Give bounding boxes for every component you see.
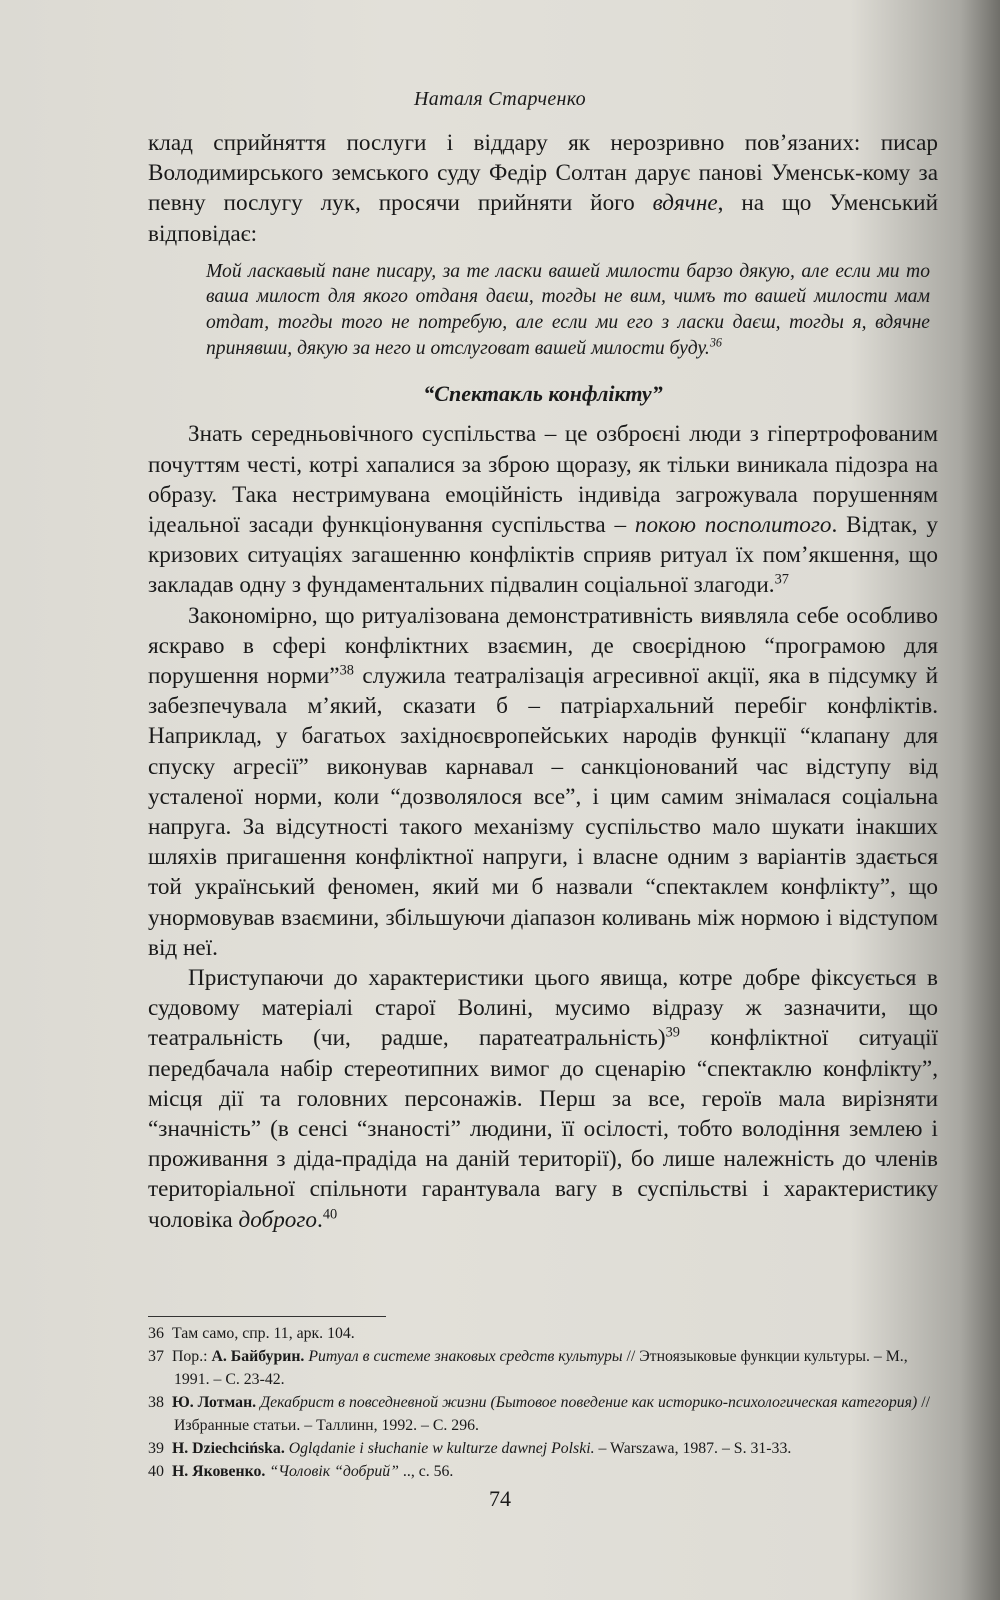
- paragraph-3: Закономірно, що ритуалізована демонстративність виявляла себе особливо яскраво в сфері конфліктних взаємин, де своєрідною “програмою для порушення норми”$^{38}$ служила театралізація агресивної акції, яка в підсумку й забезпечувала м’який, сказати б – патріархальний перебіг конфліктів. Наприклад, у багатьох західноєвропейських народів функції “клапану для спуску агресії” виконував карнавал – санкціонований час відступу від усталеної норми, коли “дозволялося все”, і цим самим знімалася соціальна напруга. За відсутності такого механізму суспільство мало шукати інакших шляхів пригашення конфліктної напруги, і власне одним з варіантів здається той український феномен, який ми б назвали “спектаклем конфлікту”, що унормовував взаємини, збільшуючи діапазон коливань між нормою і відступом від неї.: [148, 602, 938, 961]
- section-title: “Спектакль конфлікту”: [423, 381, 663, 407]
- footnote-39: 39 H. Dziechcińska. Oglądanie i słuchanie w kulturze dawnej Polski. – Warszawa, 1987. – S. 31-33.: [148, 1440, 792, 1457]
- footnotes: [148, 1322, 938, 1483]
- block-quote: Мой ласкавый пане писару, за те ласки вашей милости барзо дякую, але если ми то ваша милост для якого отданя даєш, тогды не вим, чимъ то вашей милости мам отдат, тогды того не потребую, але если ми его з ласки даєш, тогды я, вдячне принявши, дякую за него и отслуговат вашей милости буду.$^{36}$: [206, 260, 930, 359]
- paragraph-1: клад сприйняття послуги і віддару як нерозривно пов’язаних: писар Володимирського земського суду Федір Солтан дарує панові Уменськ-кому за певну послугу лук, просячи прийняти його вдячне, на що Уменський відповідає:: [148, 130, 938, 247]
- footnote-37: 37 Пор.: А. Байбурин. Ритуал в системе знаковых средств культуры // Этноязыковые функции культуры. – М., 1991. – С. 23-42.: [148, 1348, 908, 1388]
- page-number: 74: [489, 1486, 511, 1511]
- footnote-38: 38 Ю. Лотман. Декабрист в повседневной жизни (Бытовое поведение как историко-психологическая категория) // Избранные статьи. – Таллинн, 1992. – С. 296.: [148, 1394, 930, 1434]
- main-text: [148, 128, 938, 1235]
- footnote-40: 40 Н. Яковенко. “Чоловік “добрий” .., с. 56.: [148, 1463, 454, 1480]
- footnote-divider: [148, 1316, 386, 1317]
- running-head: Наталя Старченко: [414, 88, 586, 110]
- paragraph-4: Приступаючи до характеристики цього явища, котре добре фіксується в судовому матеріалі старої Волині, мусимо відразу ж зазначити, що театральність (чи, радше, паратеатральність)$^{39}$ конфліктної ситуації передбачала набір стереотипних вимог до сценарію “спектаклю конфлікту”, місця дії та головних персонажів. Перш за все, героїв мала вирізняти “значність” (в сенсі “знаності” людини, її осілості, тобто володіння землею і проживання з діда-прадіда на даній території), бо лише належність до членів територіальної спільноти гарантувала вагу в суспільстві і характеристику чоловіка доброго.$^{40}$: [148, 965, 938, 1233]
- footnote-ref-40[interactable]: 40: [322, 1205, 338, 1222]
- footnote-ref-38[interactable]: 38: [339, 662, 354, 679]
- footnote-ref-39[interactable]: 39: [665, 1024, 680, 1041]
- paragraph-2: Знать середньовічного суспільства – це озброєні люди з гіпертрофованим почуттям честі, котрі хапалися за зброю щоразу, як тільки виникала підозра на образу. Така нестримувана емоційність індивіда загрожувала порушенням ідеальної засади функціонування суспільства – покою посполитого. Відтак, у кризових ситуаціях загашенню конфліктів сприяв ритуал їх пом’якшення, що закладав одну з фундаментальних підвалин соціальної злагоди.$^{37}$: [148, 421, 938, 599]
- footnote-36: 36 Там само, спр. 11, арк. 104.: [148, 1325, 355, 1342]
- footnote-ref-36[interactable]: 36: [709, 335, 722, 350]
- footnote-ref-37[interactable]: 37: [774, 571, 789, 588]
